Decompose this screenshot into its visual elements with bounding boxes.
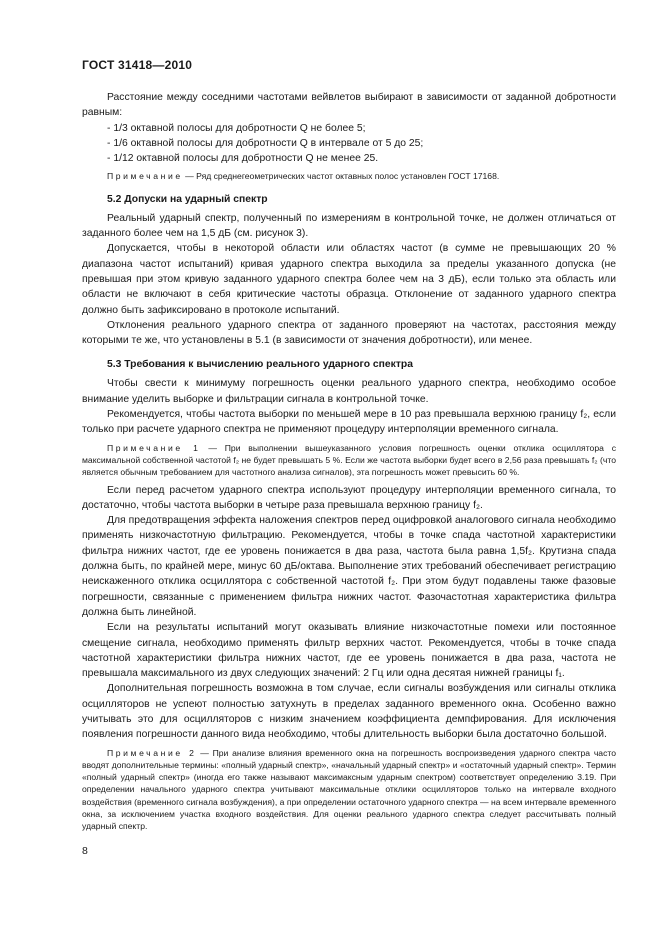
note-text: — При выполнении вышеуказанного условия погрешность оценки отклика осциллятора с максимальной собственной частотой f₂ не будет превышать 5 %. Если же частота выборки будет всего в 2,56 раза превышать f₂ (что является обычным требованием для частотного анализа сигналов), эта погрешность может превысить 60 %. bbox=[82, 442, 616, 478]
paragraph-5-2-1: Реальный ударный спектр, полученный по измерениям в контрольной точке, не должен отличаться от заданного более чем на 1,5 дБ (см. рисунок 3). bbox=[82, 212, 616, 240]
section-heading-5-2: 5.2 Допуски на ударный спектр bbox=[107, 193, 268, 205]
section-heading-5-3: 5.3 Требования к вычислению реального ударного спектра bbox=[107, 359, 413, 371]
paragraph-5-3-3: Если перед расчетом ударного спектра используют процедуру интерполяции временного сигнала, то достаточно, чтобы частота выборки в четыре раза превышала верхнюю границу f₂. bbox=[82, 484, 616, 511]
note-label: Примечание bbox=[107, 171, 183, 182]
list-item: - 1/6 октавной полосы для добротности Q в интервале от 5 до 25; bbox=[107, 137, 424, 149]
note-octave bbox=[82, 170, 616, 182]
paragraph-5-2-3: Отклонения реального ударного спектра от заданного проверяют на частотах, расстояния между которыми те же, что установлены в 5.1 (в зависимости от значения добротности), или менее. bbox=[82, 319, 616, 347]
page-number: 8 bbox=[82, 845, 88, 857]
paragraph-5-3-2: Рекомендуется, чтобы частота выборки по меньшей мере в 10 раз превышала верхнюю границу f₂, если только при расчете ударного спектра не применяют процедуру интерполяции временного сигнала. bbox=[82, 409, 616, 436]
note-label: Примечание 1 bbox=[107, 442, 201, 453]
note-text: — При анализе влияния временного окна на погрешность воспроизведения ударного спектра часто вводят дополнительные термины: «полный ударный спектр», «начальный ударный спектр» и «остаточный ударный спектр». Термин «полный ударный спектр» (иногда его также называют максимаксным ударным спектром) соответствует определению 3.19. При определении начального ударного спектра учитывают максимальные отклики осцилляторов только на интервале входного воздействия (временного сигнала возбуждения), а при определении остаточного ударного спектра — на всем интервале временного окна, за исключением участка входного воздействия. Для оценки реального ударного спектра следует рассчитывать полный ударный спектр. bbox=[82, 747, 617, 832]
paragraph-5-2-2: Допускается, чтобы в некоторой области или областях частот (в сумме не превышающих 20 % диапазона частот испытаний) кривая ударного спектра выходила за пределы указанного допуска (не превышая при этом кривую заданного ударного спектра более чем на 3 дБ), если только эта область или области не включают в себя критические частоты образца. Отклонение от заданного ударного спектра должно быть зафиксировано в протоколе испытаний. bbox=[82, 243, 616, 316]
intro-paragraph: Расстояние между соседними частотами вейвлетов выбирают в зависимости от заданной добротности равным: bbox=[82, 92, 616, 119]
paragraph-5-3-4: Для предотвращения эффекта наложения спектров перед оцифровкой аналогового сигнала необходимо применять низкочастотную фильтрацию. Рекомендуется, чтобы в точке спада частотной характеристики фильтра нижних частот, где ее уровень понижается в два раза, частота была равна 1,5f₂. Крутизна спада должна быть, по крайней мере, минус 60 дБ/октава. Выполнение этих требований обеспечивает регистрацию неискаженного отклика осциллятора с собственной частотой f₂. При этом будут подавлены также фазовые погрешности, связанные с применением фильтра нижних частот. Фазочастотная характеристика фильтра должна быть линейной. bbox=[82, 515, 616, 618]
page-content bbox=[82, 90, 616, 833]
note-1 bbox=[82, 442, 616, 479]
note-label: Примечание 2 bbox=[107, 747, 197, 758]
paragraph-5-3-1: Чтобы свести к минимуму погрешность оценки реального ударного спектра, необходимо особое внимание уделить выборке и фильтрации сигнала в контрольной точке. bbox=[82, 378, 616, 405]
paragraph-5-3-6: Дополнительная погрешность возможна в том случае, если сигналы возбуждения или сигналы отклика осцилляторов не успеют полностью затухнуть в пределах заданного временного окна. Особенно важно учитывать это для осцилляторов с низким значением коэффициента демпфирования. Для исключения появления погрешности данного вида необходимо, чтобы длительность выборки была достаточно большой. bbox=[82, 683, 616, 741]
list-item: - 1/3 октавной полосы для добротности Q не более 5; bbox=[107, 122, 366, 134]
note-2 bbox=[82, 747, 616, 833]
standard-header: ГОСТ 31418—2010 bbox=[82, 58, 193, 72]
list-item: - 1/12 октавной полосы для добротности Q не менее 25. bbox=[107, 153, 379, 165]
paragraph-5-3-5: Если на результаты испытаний могут оказывать влияние низкочастотные помехи или постоянное смещение сигнала, необходимо применять фильтр верхних частот. Рекомендуется, чтобы в точке спада частотной характеристики фильтра нижних частот, где ее уровень понижается в два раза, частота не превышала максимального из двух следующих значений: 2 Гц или одна десятая нижней границы f₁. bbox=[82, 622, 616, 680]
note-text: — Ряд среднегеометрических частот октавных полос установлен ГОСТ 17168. bbox=[182, 171, 500, 182]
